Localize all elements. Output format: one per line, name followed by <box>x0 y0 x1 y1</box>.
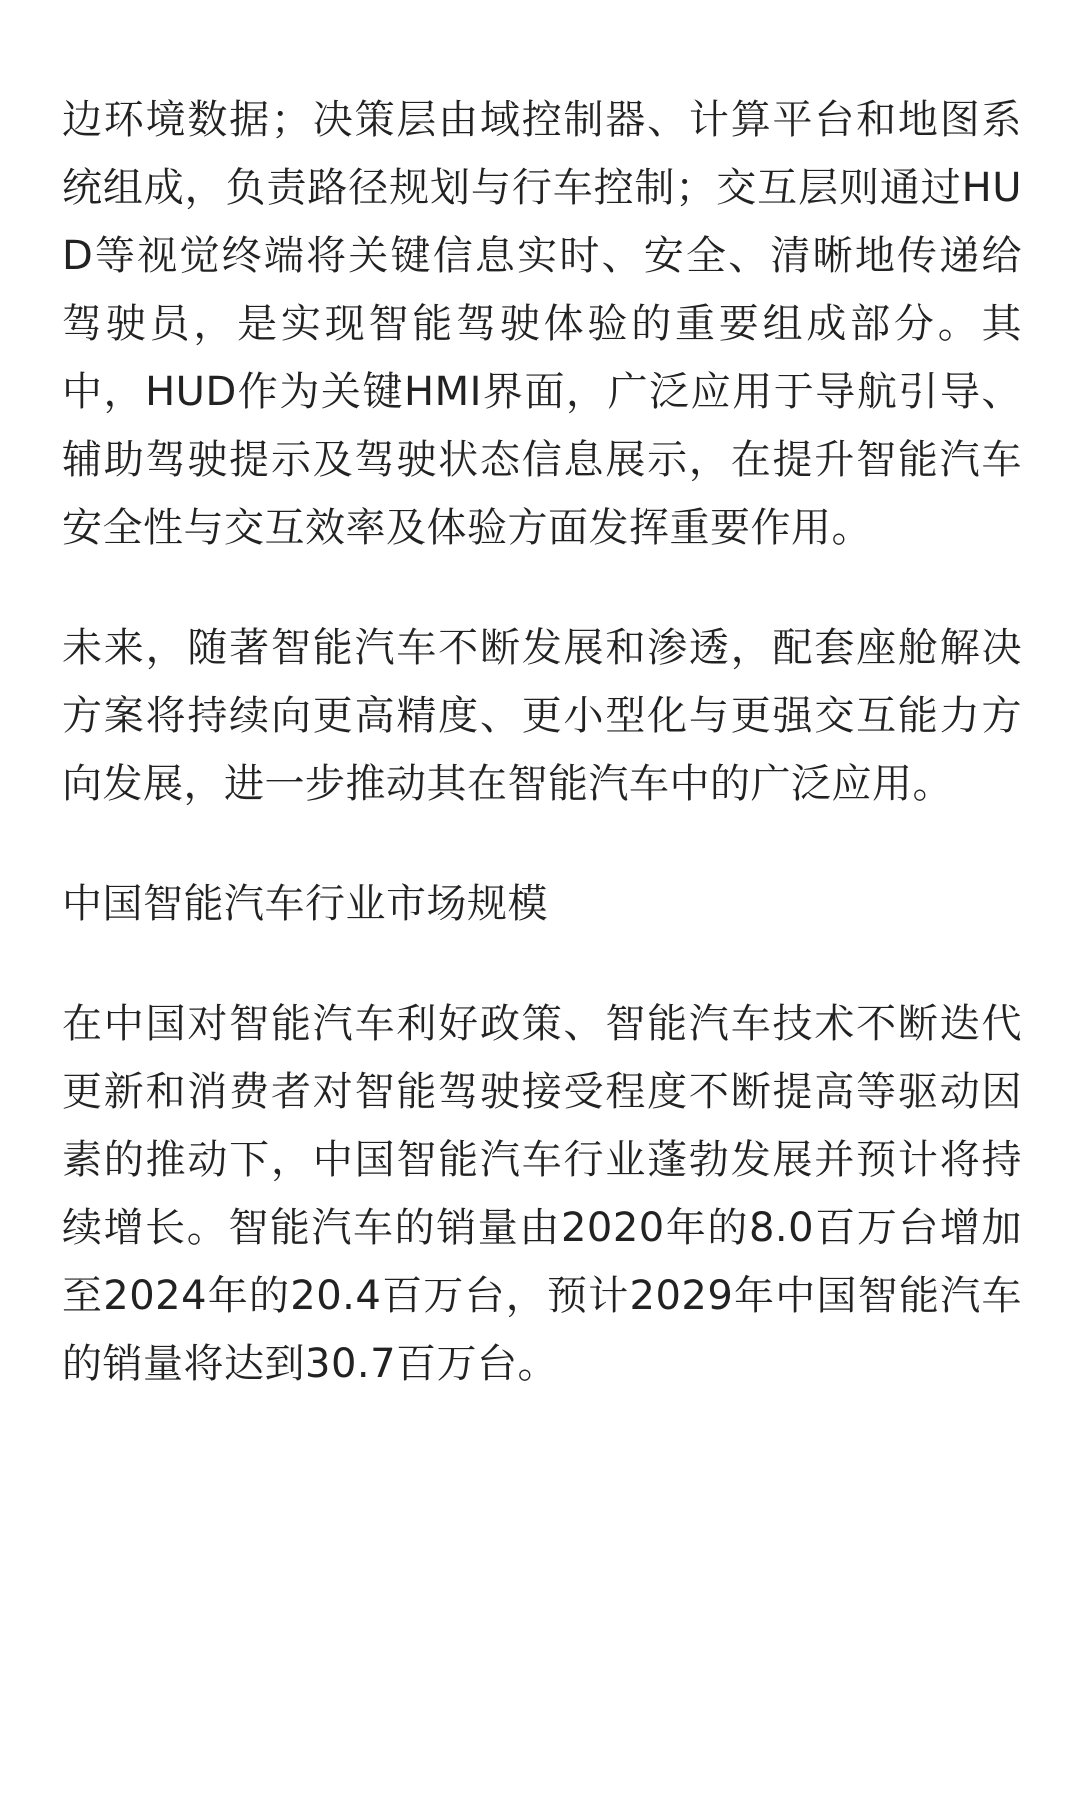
paragraph-future-outlook: 未来，随著智能汽车不断发展和渗透，配套座舱解决方案将持续向更高精度、更小型化与更强交互能力方向发展，进一步推动其在智能汽车中的广泛应用。 <box>62 625 1022 807</box>
paragraph-hmi-layers: 边环境数据；决策层由域控制器、计算平台和地图系统组成，负责路径规划与行车控制；交互层则通过HUD等视觉终端将关键信息实时、安全、清晰地传递给驾驶员，是实现智能驾驶体验的重要组成部分。其中，HUD作为关键HMI界面，广泛应用于导航引导、辅助驾驶提示及驾驶状态信息展示，在提升智能汽车安全性与交互效率及体验方面发挥重要作用。 <box>62 97 1022 551</box>
article-body <box>62 86 1022 1398</box>
section-heading-market-size: 中国智能汽车行业市场规模 <box>62 881 548 927</box>
paragraph-market-size: 在中国对智能汽车利好政策、智能汽车技术不断迭代更新和消费者对智能驾驶接受程度不断提高等驱动因素的推动下，中国智能汽车行业蓬勃发展并预计将持续增长。智能汽车的销量由2020年的8.0百万台增加至2024年的20.4百万台，预计2029年中国智能汽车的销量将达到30.7百万台。 <box>62 1001 1022 1387</box>
